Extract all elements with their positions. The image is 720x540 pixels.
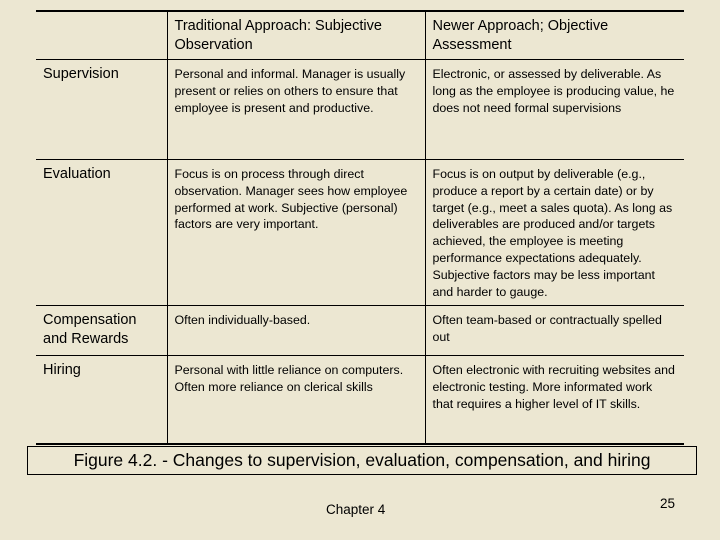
header-traditional-approach: Traditional Approach: Subjective Observation [167, 11, 425, 60]
chapter-label: Chapter 4 [326, 502, 386, 517]
row-label: Supervision [43, 66, 119, 82]
traditional-cell: Personal with little reliance on computers. Often more reliance on clerical skills [167, 356, 425, 444]
row-label: Compensation and Rewards [43, 312, 137, 348]
newer-cell: Often electronic with recruiting websites and electronic testing. More informated work that requires a higher level of IT skills. [432, 363, 675, 411]
header-newer-approach: Newer Approach; Objective Assessment [432, 18, 609, 53]
newer-cell: Electronic, or assessed by deliverable. As long as the employee is producing value, he does not need formal supervisions [432, 67, 675, 115]
table-row-hiring [36, 356, 684, 444]
table-row-evaluation [36, 160, 684, 306]
row-label: Hiring [43, 362, 81, 379]
row-label: Evaluation [43, 166, 111, 182]
newer-cell: Often team-based or contractually spelled out [432, 313, 662, 345]
traditional-cell: Personal and informal. Manager is usually present or relies on others to ensure that employee is present and productive. [167, 60, 425, 160]
comparison-table-container [36, 10, 684, 445]
comparison-table [36, 10, 684, 445]
page-number: 25 [660, 496, 676, 511]
table-header-row [36, 11, 684, 60]
traditional-cell: Focus is on process through direct observation. Manager sees how employee performed at work. Subjective (personal) factors are very important. [167, 160, 425, 306]
table-row-compensation [36, 306, 684, 356]
newer-cell: Focus is on output by deliverable (e.g., produce a report by a certain date) or by target (e.g., meet a sales quota). As long as deliverables are produced and/or targets achieved, the employee is meeting performance expectations adequately. Subjective factors may be less important and harder to gauge. [432, 167, 673, 299]
traditional-cell: Often individually-based. [167, 306, 425, 356]
table-row-supervision [36, 60, 684, 160]
header-empty-cell [36, 11, 167, 60]
figure-caption: Figure 4.2. - Changes to supervision, evaluation, compensation, and hiring [27, 446, 697, 475]
